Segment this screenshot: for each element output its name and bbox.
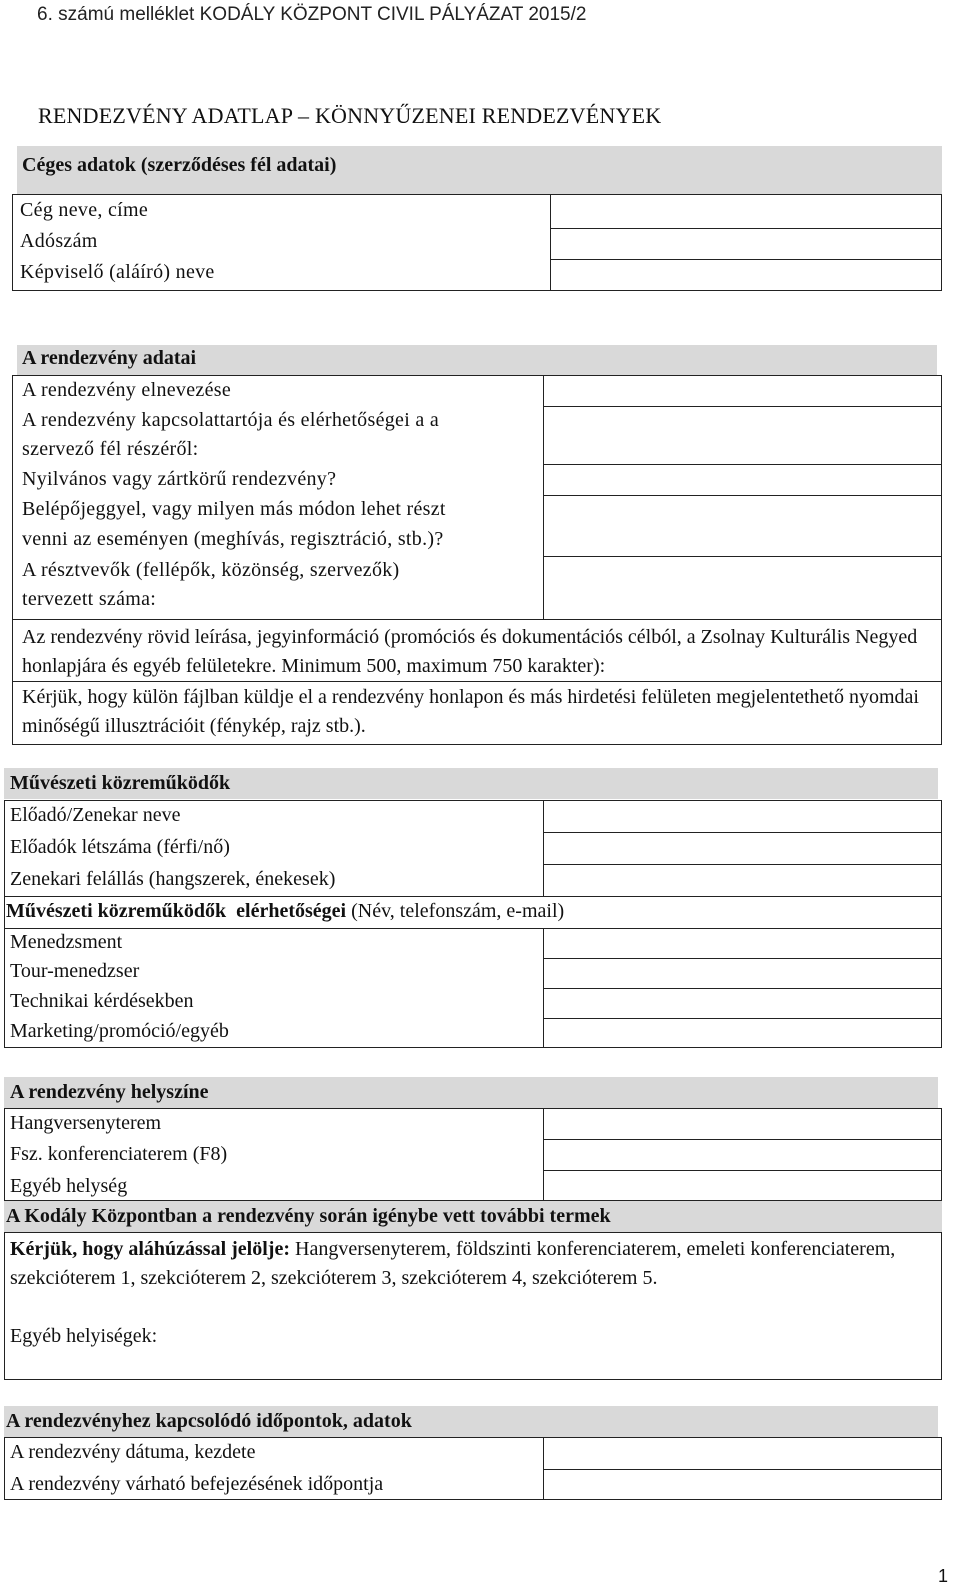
event-date-label: A rendezvény dátuma, kezdete	[10, 1441, 256, 1463]
page-header: 6. számú melléklet KODÁLY KÖZPONT CIVIL PÁLYÁZAT 2015/2	[37, 4, 587, 25]
event-entry-label-cont: venni az eseményen (meghívás, regisztráció, stb.)?	[22, 528, 444, 550]
company-rowline	[550, 259, 942, 260]
event-rowline	[543, 495, 942, 496]
dates-heading: A rendezvényhez kapcsolódó időpontok, adatok	[6, 1410, 412, 1432]
conference-room-label: Fsz. konferenciaterem (F8)	[10, 1143, 228, 1165]
dates-rowline	[543, 1469, 942, 1470]
event-entry-label: Belépőjeggyel, vagy milyen más módon lehet részt	[22, 498, 446, 520]
conference-room-field[interactable]	[545, 1141, 940, 1169]
event-entry-field[interactable]	[545, 497, 940, 555]
artists-rowline	[543, 988, 942, 989]
other-venue-field[interactable]	[545, 1172, 940, 1199]
extra-rooms-instruction-bold: Kérjük, hogy aláhúzással jelölje:	[10, 1238, 290, 1260]
event-rowline	[543, 406, 942, 407]
company-name-label: Cég neve, címe	[20, 199, 149, 221]
event-contact-label: A rendezvény kapcsolattartója és elérhetőségei a a	[22, 409, 440, 431]
artists-heading: Művészeti közreműködők	[10, 772, 231, 794]
document-title: RENDEZVÉNY ADATLAP – KÖNNYŰZENEI RENDEZVÉNYEK	[38, 103, 662, 128]
band-setup-label: Zenekari felállás (hangszerek, énekesek)	[10, 868, 336, 890]
concert-hall-field[interactable]	[545, 1110, 940, 1138]
event-date-field[interactable]	[545, 1439, 940, 1468]
company-name-field[interactable]	[552, 196, 940, 227]
performer-name-field[interactable]	[545, 802, 940, 831]
technical-label: Technikai kérdésekben	[10, 990, 194, 1012]
band-setup-field[interactable]	[545, 866, 940, 895]
artists-rowline	[543, 864, 942, 865]
technical-field[interactable]	[545, 990, 940, 1017]
event-participants-label-cont: tervezett száma:	[22, 588, 157, 610]
other-venue-label: Egyéb helység	[10, 1175, 128, 1197]
venue-rowline	[543, 1139, 942, 1140]
venue-rowline	[543, 1170, 942, 1171]
event-rowline	[543, 464, 942, 465]
event-divider	[543, 375, 544, 619]
event-end-label: A rendezvény várható befejezésének időpontja	[10, 1473, 384, 1495]
page-number: 1	[937, 1566, 948, 1586]
marketing-label: Marketing/promóció/egyéb	[10, 1020, 229, 1042]
artists-contacts-heading-rest: (Név, telefonszám, e-mail)	[346, 900, 565, 922]
artists-rowline	[4, 928, 942, 929]
tour-manager-label: Tour-menedzser	[10, 960, 140, 982]
performer-count-field[interactable]	[545, 834, 940, 863]
event-contact-label-cont: szervező fél részéről:	[22, 438, 199, 460]
event-heading: A rendezvény adatai	[22, 347, 197, 369]
management-label: Menedzsment	[10, 931, 123, 953]
management-field[interactable]	[545, 930, 940, 957]
company-heading: Céges adatok (szerződéses fél adatai)	[22, 154, 337, 176]
extra-rooms-instruction	[10, 1235, 935, 1293]
tour-manager-field[interactable]	[545, 960, 940, 987]
artists-contacts-heading-bold: Művészeti közreműködők elérhetőségei	[6, 900, 347, 922]
artists-divider	[543, 800, 544, 896]
event-public-field[interactable]	[545, 466, 940, 494]
performer-name-label: Előadó/Zenekar neve	[10, 804, 181, 826]
marketing-field[interactable]	[545, 1020, 940, 1047]
extra-rooms-instruction-rest: Hangversenyterem, földszinti konferenciaterem, emeleti konferenciaterem, szekcióterem 1, szekcióterem 2, szekcióterem 3, szekcióterem 4, szekcióterem 5.	[10, 1238, 896, 1289]
extra-rooms-heading: A Kodály Központban a rendezvény során igénybe vett további termek	[6, 1205, 611, 1227]
company-rowline	[550, 228, 942, 229]
venue-heading: A rendezvény helyszíne	[10, 1081, 209, 1103]
tax-number-field[interactable]	[552, 230, 940, 258]
event-end-field[interactable]	[545, 1471, 940, 1498]
illustration-note: Kérjük, hogy külön fájlban küldje el a rendezvény honlapon és más hirdetési felületen megjelentethető nyomdai minőségű illusztrációit (fénykép, rajz stb.).	[22, 686, 919, 737]
tax-number-label: Adószám	[20, 230, 98, 252]
representative-label: Képviselő (aláíró) neve	[20, 261, 215, 283]
event-public-label: Nyilvános vagy zártkörű rendezvény?	[22, 468, 337, 490]
representative-field[interactable]	[552, 261, 940, 289]
event-participants-label: A résztvevők (fellépők, közönség, szervezők)	[22, 559, 400, 581]
performer-count-label: Előadók létszáma (férfi/nő)	[10, 836, 230, 858]
artists-rowline	[543, 1018, 942, 1019]
artists-rowline	[543, 958, 942, 959]
artists-contacts-heading	[6, 897, 564, 926]
artists-rowline	[543, 832, 942, 833]
event-rowline	[543, 556, 942, 557]
venue-divider	[543, 1108, 544, 1200]
event-name-field[interactable]	[545, 377, 940, 405]
event-name-label: A rendezvény elnevezése	[22, 379, 232, 401]
event-participants-field[interactable]	[545, 558, 940, 618]
concert-hall-label: Hangversenyterem	[10, 1112, 162, 1134]
event-description-label: Az rendezvény rövid leírása, jegyinformáció (promóciós és dokumentációs célból, a Zsolnay Kulturális Negyed honlapjára és egyéb felületekre. Minimum 500, maximum 750 karakter):	[22, 626, 918, 677]
event-contact-field[interactable]	[545, 408, 940, 463]
company-divider	[550, 194, 551, 291]
other-rooms-label: Egyéb helyiségek:	[10, 1325, 158, 1347]
event-rowline	[12, 619, 942, 620]
